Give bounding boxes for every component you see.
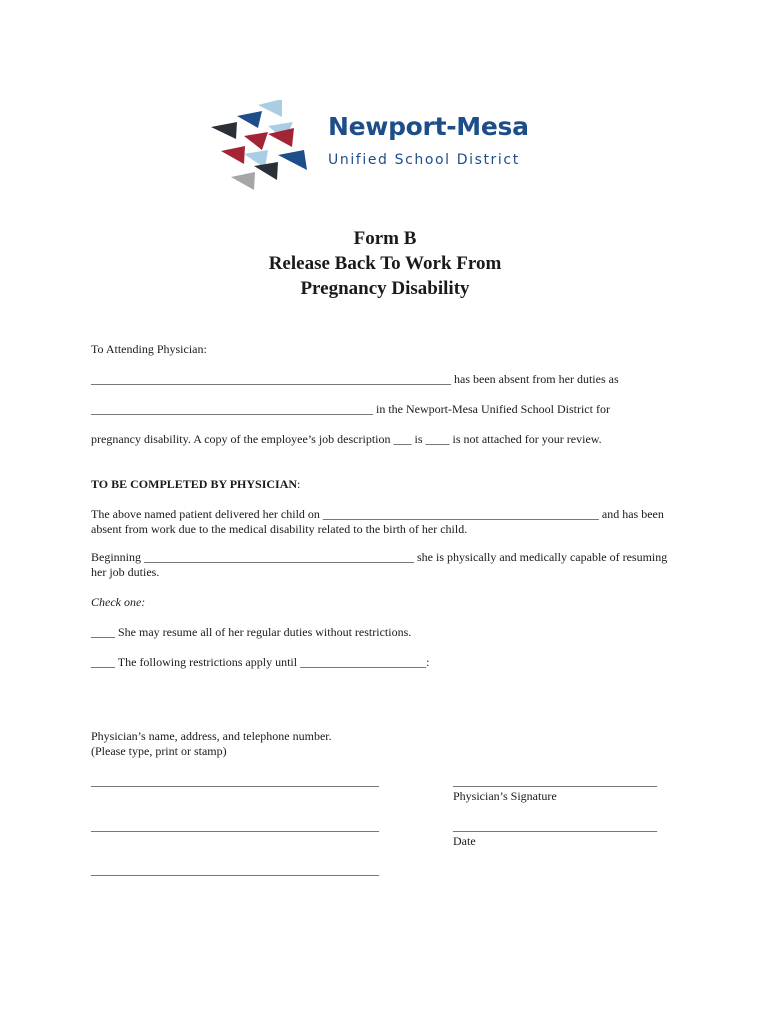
employee-name-line[interactable]: ____________________________________________________________ has been absent from her duties as — [91, 372, 619, 386]
signature-line[interactable]: __________________________________ — [453, 774, 657, 788]
physician-section-heading-colon: : — [297, 477, 301, 491]
option-no-restrictions[interactable]: ____ She may resume all of her regular duties without restrictions. — [91, 625, 412, 639]
option-restrictions-until[interactable]: ____ The following restrictions apply until _____________________: — [91, 655, 430, 669]
physician-address-line[interactable]: ________________________________________________ — [91, 819, 379, 833]
delivery-date-paragraph[interactable]: The above named patient delivered her child on ______________________________________________ and has been absent from work due to the medical disability related to the birth of her child. — [91, 507, 664, 536]
form-title-line-3: Pregnancy Disability — [300, 278, 470, 299]
signature-label: Physician’s Signature — [453, 789, 557, 803]
physician-contact-label: Physician’s name, address, and telephone number. — [91, 729, 332, 743]
district-logo — [210, 100, 529, 195]
position-line[interactable]: _______________________________________________ in the Newport-Mesa Unified School District for — [91, 402, 610, 416]
district-name: Newport-Mesa — [328, 112, 529, 141]
form-title-line-1: Form B — [353, 228, 417, 249]
logo-triangle — [258, 100, 282, 117]
date-line[interactable]: __________________________________ — [453, 819, 657, 833]
logo-triangle — [211, 122, 237, 139]
physician-contact-instructions: (Please type, print or stamp) — [91, 744, 227, 758]
logo-triangle — [278, 150, 307, 170]
form-title-line-2: Release Back To Work From — [268, 253, 502, 274]
physician-name-line[interactable]: ________________________________________________ — [91, 774, 379, 788]
logo-triangle — [221, 146, 245, 164]
logo-triangle — [237, 111, 262, 128]
physician-phone-line[interactable]: ________________________________________________ — [91, 863, 379, 877]
check-one-label: Check one: — [91, 595, 146, 609]
date-label: Date — [453, 834, 476, 848]
logo-triangle — [231, 172, 255, 190]
form-title — [0, 226, 770, 301]
district-subtitle: Unified School District — [328, 152, 520, 168]
physician-section-heading — [91, 477, 300, 492]
district-logo-mark-icon — [210, 100, 325, 195]
logo-triangle — [244, 132, 268, 150]
physician-section-heading-text: TO BE COMPLETED BY PHYSICIAN — [91, 477, 298, 491]
logo-triangle — [254, 162, 278, 180]
return-date-paragraph[interactable]: Beginning _____________________________________________ she is physically and medically capable of resuming her job duties. — [91, 550, 668, 579]
job-description-line[interactable]: pregnancy disability. A copy of the employee’s job description ___ is ____ is not attached for your review. — [91, 432, 602, 446]
salutation: To Attending Physician: — [91, 342, 207, 356]
